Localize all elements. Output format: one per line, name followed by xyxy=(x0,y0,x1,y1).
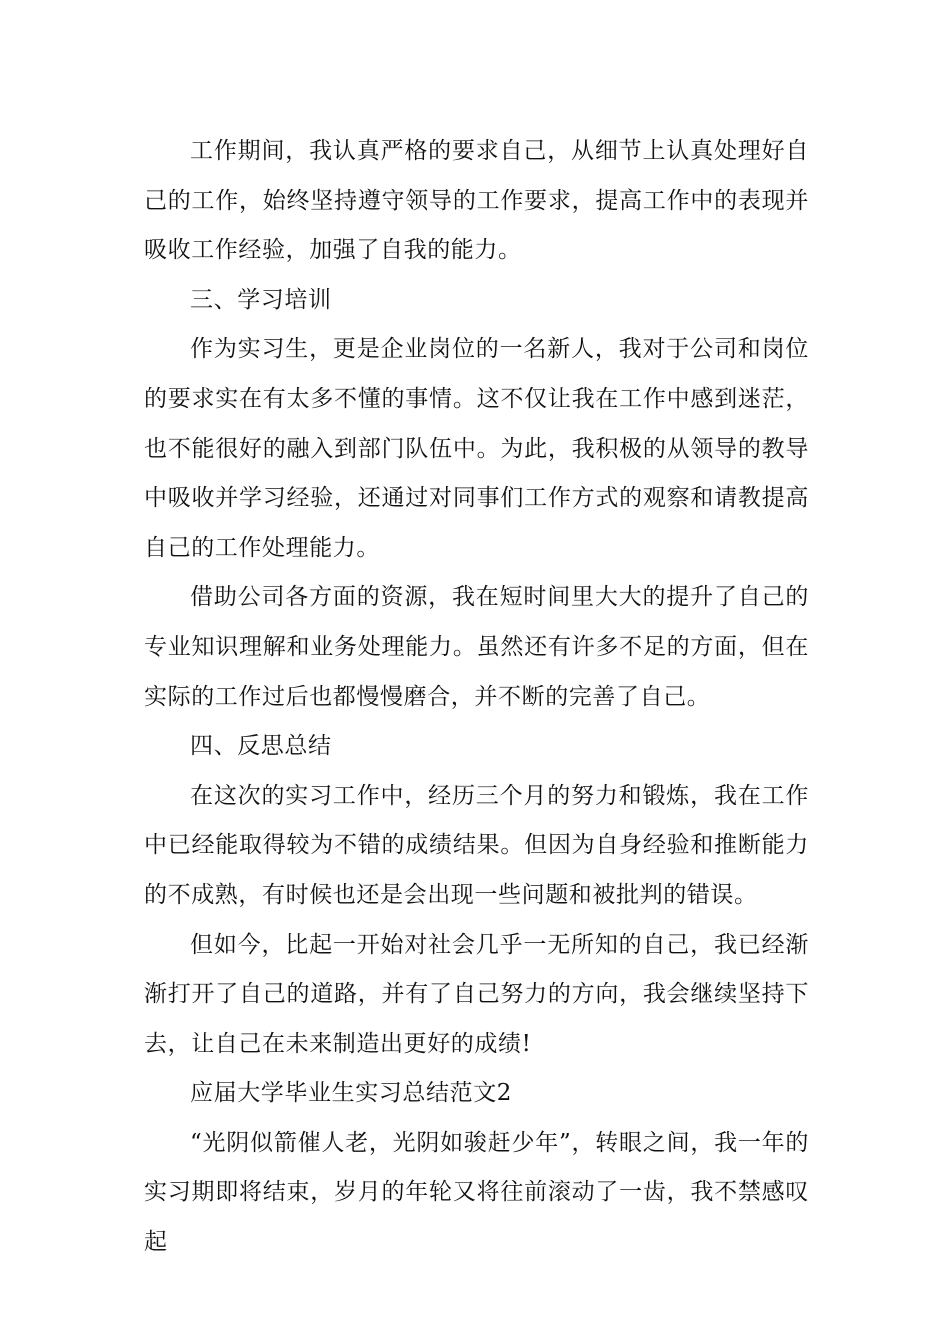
paragraph-company-resources: 借助公司各方面的资源，我在短时间里大大的提升了自己的专业知识理解和业务处理能力。虽然还有许多不足的方面，但在实际的工作过后也都慢慢磨合，并不断的完善了自己。 xyxy=(144,584,809,710)
paragraph-time-flies: “光阴似箭催人老，光阴如骏赶少年”，转眼之间，我一年的实习期即将结束，岁月的年轮又将往前滚动了一齿，我不禁感叹起 xyxy=(144,1129,809,1256)
paragraph-intern-newcomer: 作为实习生，更是企业岗位的一名新人，我对于公司和岗位的要求实在有太多不懂的事情。这不仅让我在工作中感到迷茫，也不能很好的融入到部门队伍中。为此，我积极的从领导的教导中吸收并学习经验，还通过对同事们工作方式的观察和请教提高自己的工作处理能力。 xyxy=(144,336,809,561)
section-heading-reflection: 四、反思总结 xyxy=(190,733,332,760)
paragraph-work-period: 工作期间，我认真严格的要求自己，从细节上认真处理好自己的工作，始终坚持遵守领导的工作要求，提高工作中的表现并吸收工作经验，加强了自我的能力。 xyxy=(144,138,809,264)
paragraph-path-forward: 但如今，比起一开始对社会几乎一无所知的自己，我已经渐渐打开了自己的道路，并有了自己努力的方向，我会继续坚持下去，让自己在未来制造出更好的成绩! xyxy=(144,931,809,1057)
section-heading-study-training: 三、学习培训 xyxy=(190,286,332,313)
article-title-2: 应届大学毕业生实习总结范文2 xyxy=(190,1080,513,1107)
paragraph-three-months: 在这次的实习工作中，经历三个月的努力和锻炼，我在工作中已经能取得较为不错的成绩结果。但因为自身经验和推断能力的不成熟，有时候也还是会出现一些问题和被批判的错误。 xyxy=(144,782,809,908)
